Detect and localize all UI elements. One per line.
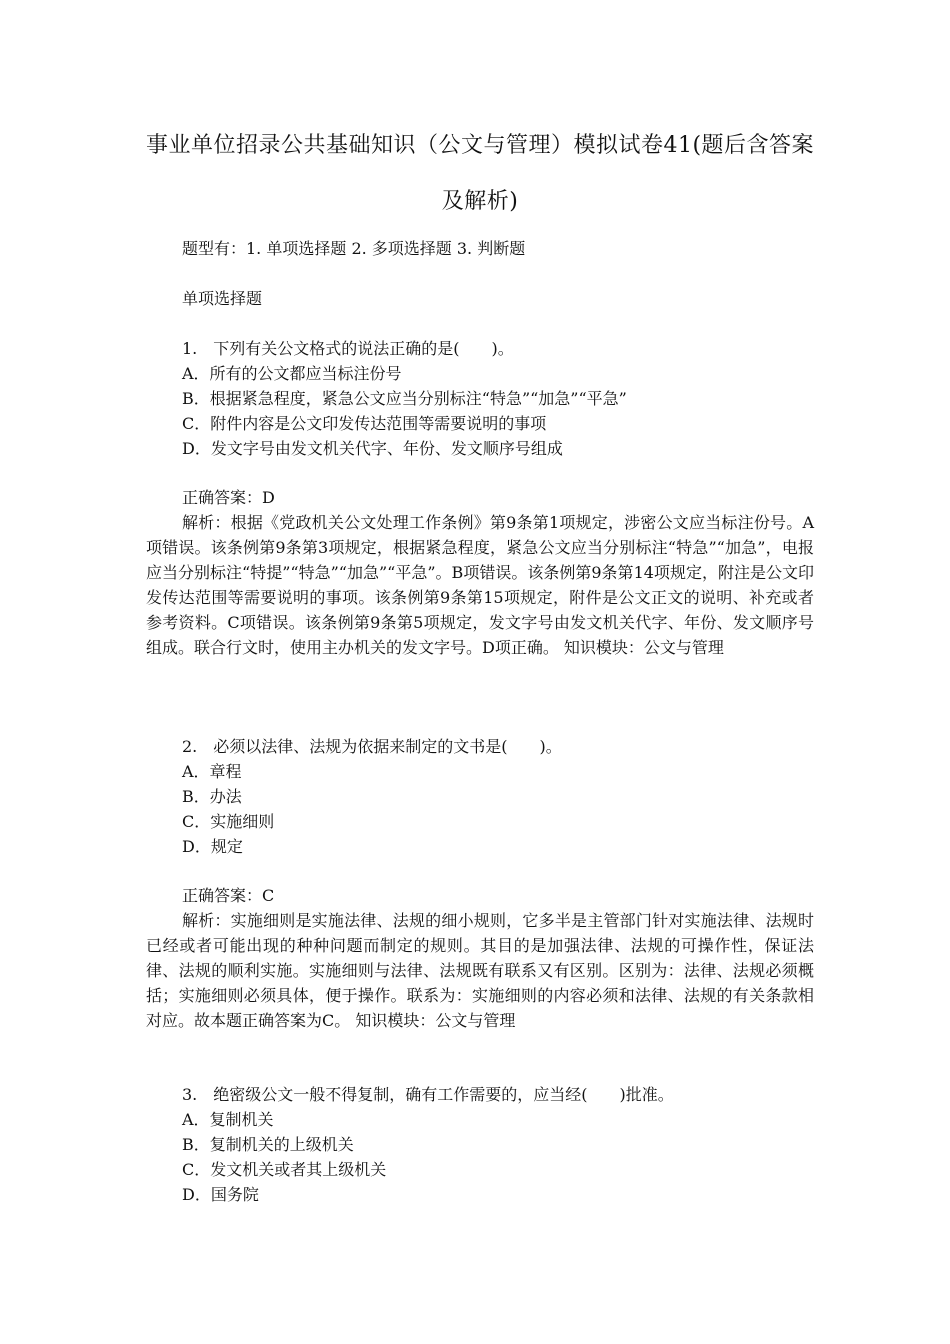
question-2-stem: 2. 必须以法律、法规为依据来制定的文书是( )。 (182, 737, 562, 756)
question-1-option-b: B．根据紧急程度，紧急公文应当分别标注“特急”“加急”“平急” (182, 389, 627, 408)
question-2-option-a: A．章程 (182, 762, 242, 781)
question-3-option-d: D．国务院 (182, 1185, 259, 1204)
question-3-option-c: C．发文机关或者其上级机关 (182, 1160, 387, 1179)
question-2-option-b: B．办法 (182, 787, 242, 806)
question-2-analysis: 解析：实施细则是实施法律、法规的细小规则，它多半是主管部门针对实施法律、法规时已经或者可能出现的种种问题而制定的规则。其目的是加强法律、法规的可操作性，保证法律、法规的顺利实施。实施细则与法律、法规既有联系又有区别。区别为：法律、法规必须概括；实施细则必须具体，便于操作。联系为：实施细则的内容必须和法律、法规的有关条款相对应。故本题正确答案为C。 知识模块：公文与管理 (146, 911, 814, 1030)
question-3-option-b: B．复制机关的上级机关 (182, 1135, 354, 1154)
question-1-stem: 1. 下列有关公文格式的说法正确的是( )。 (182, 339, 514, 358)
question-1-option-c: C．附件内容是公文印发传达范围等需要说明的事项 (182, 414, 547, 433)
question-types-line: 题型有：1. 单项选择题 2. 多项选择题 3. 判断题 (182, 239, 526, 258)
question-2-answer: 正确答案：C (182, 886, 275, 905)
question-1-answer: 正确答案：D (182, 488, 275, 507)
question-2-option-d: D．规定 (182, 837, 243, 856)
question-3-option-a: A．复制机关 (182, 1110, 274, 1129)
question-2-option-c: C．实施细则 (182, 812, 275, 831)
question-3-stem: 3. 绝密级公文一般不得复制，确有工作需要的，应当经( )批准。 (182, 1085, 674, 1104)
question-1-option-d: D．发文字号由发文机关代字、年份、发文顺序号组成 (182, 439, 563, 458)
document-title: 事业单位招录公共基础知识（公文与管理）模拟试卷41(题后含答案及解析) (145, 133, 815, 214)
section-heading: 单项选择题 (182, 289, 263, 308)
question-1-analysis: 解析：根据《党政机关公文处理工作条例》第9条第1项规定，涉密公文应当标注份号。A项错误。该条例第9条第3项规定，根据紧急程度，紧急公文应当分别标注“特急”“加急”，电报应当分别标注“特提”“特急”“加急”“平急”。B项错误。该条例第9条第14项规定，附注是公文印发传达范围等需要说明的事项。该条例第9条第15项规定，附件是公文正文的说明、补充或者参考资料。C项错误。该条例第9条第5项规定，发文字号由发文机关代字、年份、发文顺序号组成。联合行文时，使用主办机关的发文字号。D项正确。 知识模块：公文与管理 (146, 513, 814, 657)
question-1-option-a: A．所有的公文都应当标注份号 (182, 364, 402, 383)
